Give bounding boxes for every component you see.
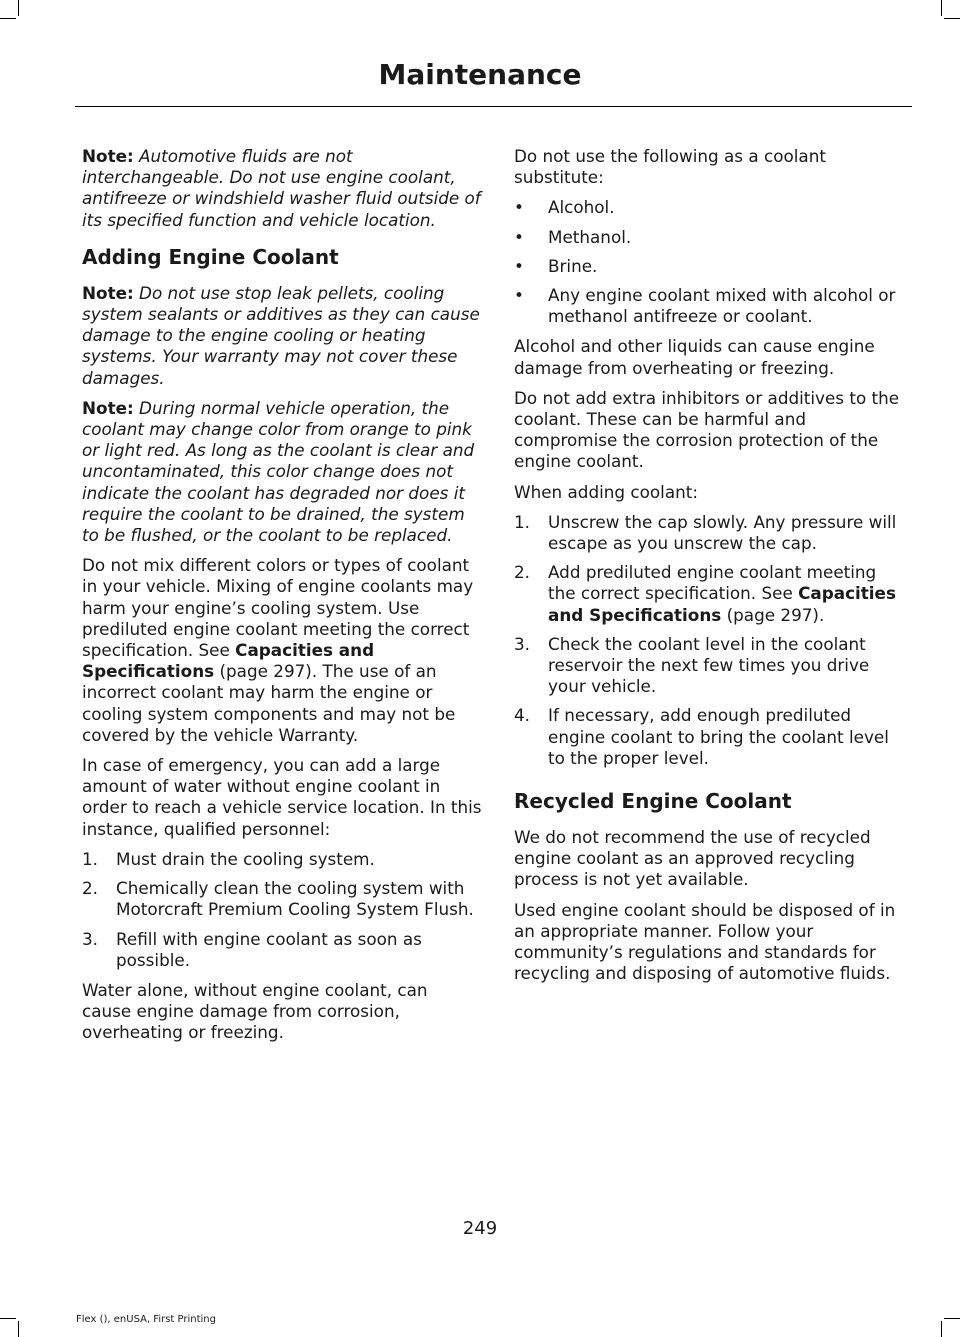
xref-capacities-specifications[interactable]: Capacities and Specifications [82,640,375,682]
list-item: 2. Add prediluted engine coolant meeting the correct specification. See Capacities and Specifications (page 297). [514,562,896,625]
crop-mark-bottom-right-h [944,1318,960,1319]
page-title: Maintenance [378,58,582,91]
heading-adding-engine-coolant: Adding Engine Coolant [82,244,339,269]
list-item: • Brine. [514,255,598,276]
page-number: 249 [462,1218,498,1239]
paragraph-inhibitors: Do not add extra inhibitors or additives to the coolant. These can be harmful and compromise the corrosion protection of the engine coolant. [514,387,900,472]
paragraph-when-adding: When adding coolant: [514,481,698,502]
crop-mark-bottom-left-h [0,1318,16,1319]
paragraph-disposal: Used engine coolant should be disposed of in an appropriate manner. Follow your community’s regulations and standards for recycling and disposing of automotive fluids. [514,899,896,984]
paragraph-recycled: We do not recommend the use of recycled engine coolant as an approved recycling process is not yet available. [514,827,871,890]
list-item: 3. Refill with engine coolant as soon as possible. [82,928,422,970]
crop-mark-bottom-right-v [941,1321,942,1337]
list-item: 4. If necessary, add enough prediluted engine coolant to bring the coolant level to the proper level. [514,705,889,768]
list-item: • Alcohol. [514,197,615,218]
list-item: 1. Unscrew the cap slowly. Any pressure will escape as you unscrew the cap. [514,511,897,554]
note-color-change: Note: During normal vehicle operation, the coolant may change color from orange to pink or light red. As long as the coolant is clear and uncontaminated, this color change does not indicate the coolant has degraded nor does it require the coolant to be drained, the system to be flushed, or the coolant to be replaced. [82,397,475,546]
note-stop-leak: Note: Do not use stop leak pellets, cooling system sealants or additives as they can cause damage to the engine cooling or heating systems. Your warranty may not cover these damages. [82,282,480,388]
paragraph-do-not-mix: Do not mix different colors or types of coolant in your vehicle. Mixing of engine coolants may harm your engine’s cooling system. Use prediluted engine coolant meeting the correct specification. See Capacities and Specifications (page 297). The use of an incorrect coolant may harm the engine or cooling system components and may not be covered by the vehicle Warranty. [82,555,474,745]
list-item: • Any engine coolant mixed with alcohol or methanol antifreeze or coolant. [514,285,896,327]
left-column [82,146,482,1053]
substitute-list [514,197,908,327]
emergency-steps-list [82,849,482,971]
crop-mark-top-right-h [944,18,960,19]
xref-capacities-specifications[interactable]: Capacities and Specifications [548,583,896,625]
right-column [514,146,908,994]
paragraph-emergency: In case of emergency, you can add a large amount of water without engine coolant in order to reach a vehicle service location. In this instance, qualified personnel: [82,755,482,839]
note-fluids: Note: Automotive fluids are not interchangeable. Do not use engine coolant, antifreeze or windshield washer fluid outside of its specified function and vehicle location. [82,146,481,230]
paragraph-alcohol-liquids: Alcohol and other liquids can cause engine damage from overheating or freezing. [514,336,875,378]
crop-mark-top-right-v [941,0,942,16]
heading-recycled-engine-coolant: Recycled Engine Coolant [514,789,792,814]
list-item: 1. Must drain the cooling system. [82,848,375,869]
crop-mark-top-left-h [0,18,16,19]
paragraph-water-alone: Water alone, without engine coolant, can cause engine damage from corrosion, overheating or freezing. [82,979,428,1043]
header-divider [75,106,912,107]
footer-text: Flex (), enUSA, First Printing [76,1314,216,1325]
paragraph-substitute-intro: Do not use the following as a coolant substitute: [514,146,826,188]
list-item: 2. Chemically clean the cooling system with Motorcraft Premium Cooling System Flush. [82,878,474,920]
adding-steps-list [514,512,908,769]
crop-mark-bottom-left-v [18,1321,19,1337]
list-item: 3. Check the coolant level in the coolant reservoir the next few times you drive your vehicle. [514,633,870,697]
list-item: • Methanol. [514,226,632,247]
crop-mark-top-left-v [18,0,19,16]
